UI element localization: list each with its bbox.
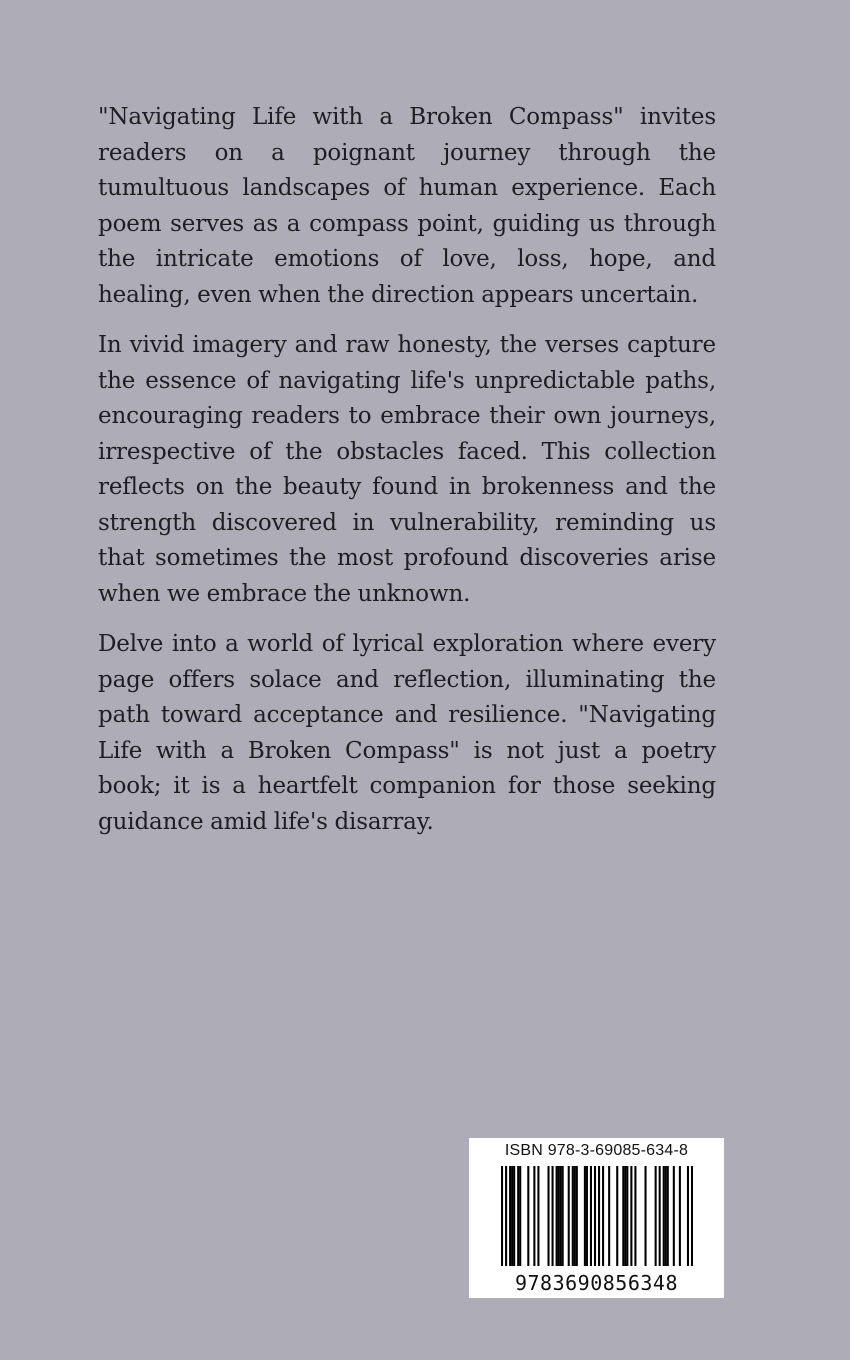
barcode-bar: [552, 1166, 554, 1266]
barcode-bar: [622, 1166, 624, 1266]
barcode-bar: [574, 1166, 576, 1266]
isbn-barcode-block: [469, 1138, 724, 1298]
barcode-bar: [665, 1166, 667, 1266]
barcode-bar: [634, 1166, 636, 1266]
barcode-bar: [602, 1166, 604, 1266]
barcode-bar: [624, 1166, 626, 1266]
barcode-bar: [558, 1166, 560, 1266]
barcode-bar: [590, 1166, 592, 1266]
barcode-bar: [679, 1166, 681, 1266]
barcode-bar: [533, 1166, 535, 1266]
barcode-bar: [547, 1166, 549, 1266]
barcode-icon: [501, 1166, 693, 1266]
barcode-bar: [556, 1166, 558, 1266]
barcode-bar: [572, 1166, 574, 1266]
barcode-bar: [568, 1166, 570, 1266]
barcode-bar: [594, 1166, 596, 1266]
barcode-bar: [655, 1166, 657, 1266]
barcode-bar: [511, 1166, 513, 1266]
barcode-bar: [687, 1166, 689, 1266]
barcode-bar: [562, 1166, 564, 1266]
blurb-paragraph-1: "Navigating Life with a Broken Compass" invites readers on a poignant journey through the tumultuous landscapes of human experience. Each poem serves as a compass point, guiding us through the intricate emotions of love, loss, hope, and healing, even when the direction appears uncertain.: [98, 104, 716, 308]
blurb-paragraph-3: Delve into a world of lyrical exploration where every page offers solace and reflection, illuminating the path toward acceptance and resilience. "Navigating Life with a Broken Compass" is not just a poetry book; it is a heartfelt companion for those seeking guidance amid life's disarray.: [98, 631, 716, 835]
barcode-bar: [576, 1166, 578, 1266]
barcode-bar: [501, 1166, 503, 1266]
isbn-label: ISBN 978-3-69085-634-8: [504, 1142, 689, 1159]
barcode-bar: [691, 1166, 693, 1266]
barcode-bar: [505, 1166, 507, 1266]
barcode-bar: [673, 1166, 675, 1266]
cover-blurb: [98, 100, 716, 855]
barcode-bar: [519, 1166, 521, 1266]
barcode-bar: [608, 1166, 610, 1266]
barcode-bar: [509, 1166, 511, 1266]
barcode-bar: [598, 1166, 600, 1266]
barcode-bar: [626, 1166, 628, 1266]
barcode-bar: [659, 1166, 661, 1266]
barcode-bar: [513, 1166, 515, 1266]
barcode-bar: [527, 1166, 529, 1266]
barcode-bar: [537, 1166, 539, 1266]
barcode-bar: [517, 1166, 519, 1266]
barcode-bar: [616, 1166, 618, 1266]
barcode-bar: [584, 1166, 586, 1266]
barcode-bar: [667, 1166, 669, 1266]
barcode-bar: [560, 1166, 562, 1266]
barcode-bar: [586, 1166, 588, 1266]
barcode-bar: [644, 1166, 646, 1266]
blurb-paragraph-2: In vivid imagery and raw honesty, the verses capture the essence of navigating life's unpredictable paths, encouraging readers to embrace their own journeys, irrespective of the obstacles faced. This collection reflects on the beauty found in brokenness and the strength discovered in vulnerability, reminding us that sometimes the most profound discoveries arise when we embrace the unknown.: [98, 332, 716, 607]
ean-number: 9783690856348: [514, 1271, 679, 1295]
barcode-bar: [630, 1166, 632, 1266]
barcode-bar: [663, 1166, 665, 1266]
